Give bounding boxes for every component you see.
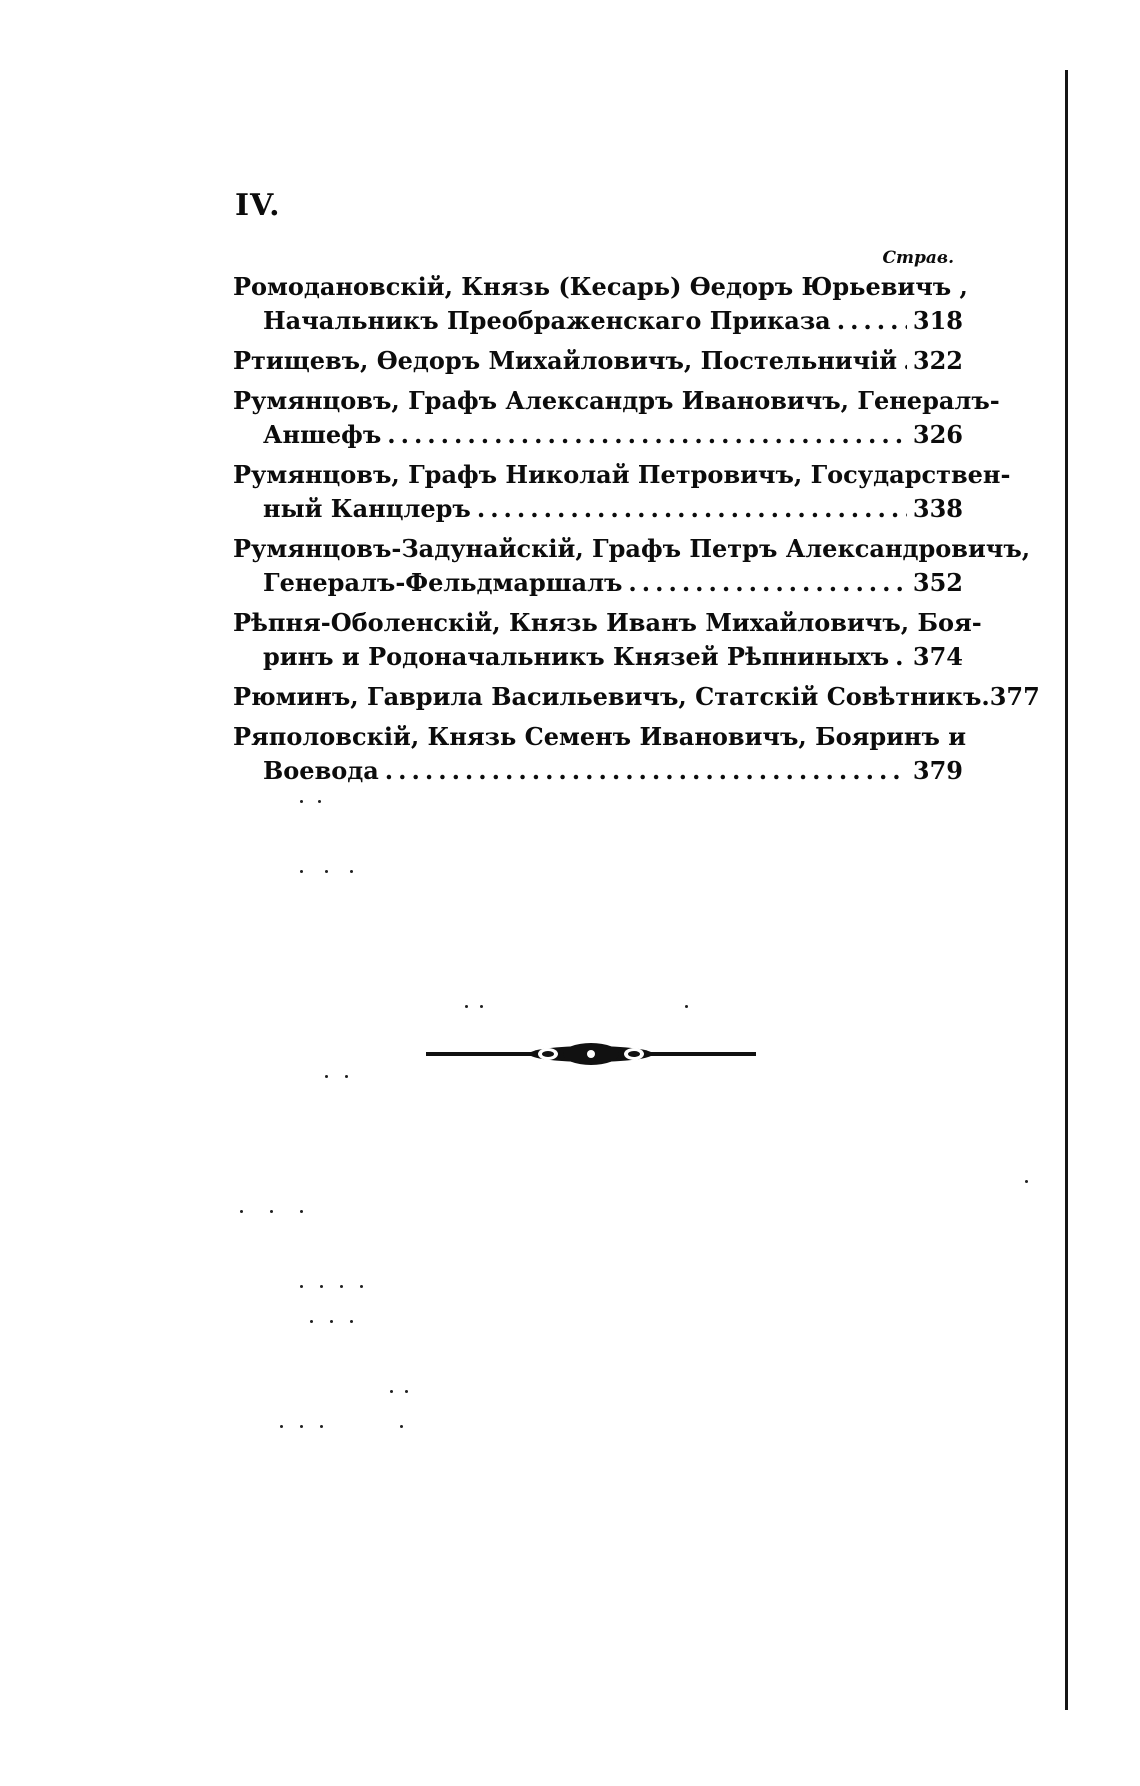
scan-speck xyxy=(405,1390,408,1393)
toc-entry-line xyxy=(233,566,963,600)
toc-entry-line xyxy=(233,532,1031,566)
scan-speck xyxy=(350,1320,353,1323)
scan-speck xyxy=(300,1210,303,1213)
toc-entry-line xyxy=(233,492,963,526)
toc-entry xyxy=(233,720,967,788)
toc-entry-line xyxy=(233,270,968,304)
dot-leader xyxy=(895,640,907,674)
toc-entry-line xyxy=(233,720,967,754)
toc-entry-line xyxy=(233,640,963,674)
toc-entry-title: Румянцовъ, Графъ Николай Петровичъ, Государствен- xyxy=(233,460,1011,489)
dot-leader xyxy=(837,304,907,338)
scan-speck xyxy=(465,1005,468,1008)
scan-speck xyxy=(480,1005,483,1008)
scan-speck xyxy=(318,800,321,803)
dot-leader xyxy=(628,566,906,600)
toc-entry-title: Рюминъ, Гаврила Васильевичъ, Статскій Совѣтникъ. xyxy=(233,682,990,711)
scan-speck xyxy=(350,870,353,873)
toc-page-number: 379 xyxy=(912,756,963,785)
scan-speck xyxy=(320,1425,323,1428)
scan-speck xyxy=(270,1210,273,1213)
toc-entry-title: Ряполовскій, Князь Семенъ Ивановичъ, Бояринъ и xyxy=(233,722,967,751)
scan-speck xyxy=(300,1285,303,1288)
page-edge-line xyxy=(1065,70,1068,1710)
scan-speck xyxy=(325,1075,328,1078)
toc-entry-title-continued: Воевода xyxy=(263,756,379,785)
toc-entry-line xyxy=(233,418,963,452)
toc-page-number: 338 xyxy=(912,494,963,523)
toc-entry-line xyxy=(233,304,963,338)
scan-speck xyxy=(1025,1180,1028,1183)
toc-entry-title: Румянцовъ-Задунайскій, Графъ Петръ Александровичъ, xyxy=(233,534,1031,563)
toc-entry-line xyxy=(233,344,963,378)
toc-entry-line xyxy=(233,606,982,640)
scan-speck xyxy=(400,1425,403,1428)
toc-entry-line xyxy=(233,458,1011,492)
toc-entry-title: Ртищевъ, Ѳедоръ Михайловичъ, Постельничій xyxy=(233,346,898,375)
dot-leader xyxy=(903,344,907,378)
dot-leader xyxy=(387,418,907,452)
toc-entry-line xyxy=(233,754,963,788)
toc-entry-title: Рѣпня-Оболенскій, Князь Иванъ Михайловичъ, Боя- xyxy=(233,608,982,637)
toc-page-number: 326 xyxy=(912,420,963,449)
toc-entry-title-continued: ринъ и Родоначальникъ Князей Рѣпниныхъ xyxy=(263,642,890,671)
toc-entry-title: Румянцовъ, Графъ Александръ Ивановичъ, Генералъ- xyxy=(233,386,1000,415)
toc-entry-title-continued: Генералъ-Фельдмаршалъ xyxy=(263,568,623,597)
ornamental-divider xyxy=(426,1040,756,1068)
table-of-contents xyxy=(233,270,1040,794)
toc-entry-line xyxy=(233,680,1040,714)
toc-page-number: 318 xyxy=(912,306,963,335)
toc-entry xyxy=(233,384,1000,452)
scan-speck xyxy=(320,1285,323,1288)
toc-entry xyxy=(233,270,968,338)
toc-entry-title-continued: Аншефъ xyxy=(263,420,382,449)
scan-speck xyxy=(340,1285,343,1288)
scan-speck xyxy=(390,1390,393,1393)
scan-speck xyxy=(325,870,328,873)
toc-entry xyxy=(233,344,963,378)
scan-speck xyxy=(300,870,303,873)
toc-entry-title: Ромодановскій, Князь (Кесарь) Ѳедоръ Юрьевичъ , xyxy=(233,272,968,301)
dot-leader xyxy=(477,492,907,526)
scan-speck xyxy=(240,1210,243,1213)
scan-speck xyxy=(330,1320,333,1323)
toc-entry-title-continued: Начальникъ Преображенскаго Приказа xyxy=(263,306,831,335)
scan-speck xyxy=(300,800,303,803)
page-number: IV. xyxy=(235,188,281,223)
toc-entry xyxy=(233,458,1011,526)
scan-speck xyxy=(310,1320,313,1323)
scan-speck xyxy=(300,1425,303,1428)
toc-page-number: 352 xyxy=(912,568,963,597)
scan-speck xyxy=(685,1005,688,1008)
toc-entry xyxy=(233,680,1040,714)
toc-page-number: 377 xyxy=(989,682,1040,711)
dot-leader xyxy=(385,754,907,788)
toc-entry xyxy=(233,606,982,674)
scan-speck xyxy=(280,1425,283,1428)
scan-speck xyxy=(345,1075,348,1078)
toc-page-number: 322 xyxy=(912,346,963,375)
toc-entry-title-continued: ный Канцлеръ xyxy=(263,494,471,523)
column-header-pages: Страв. xyxy=(882,248,954,268)
toc-page-number: 374 xyxy=(912,642,963,671)
toc-entry-line xyxy=(233,384,1000,418)
scan-speck xyxy=(360,1285,363,1288)
toc-entry xyxy=(233,532,1031,600)
